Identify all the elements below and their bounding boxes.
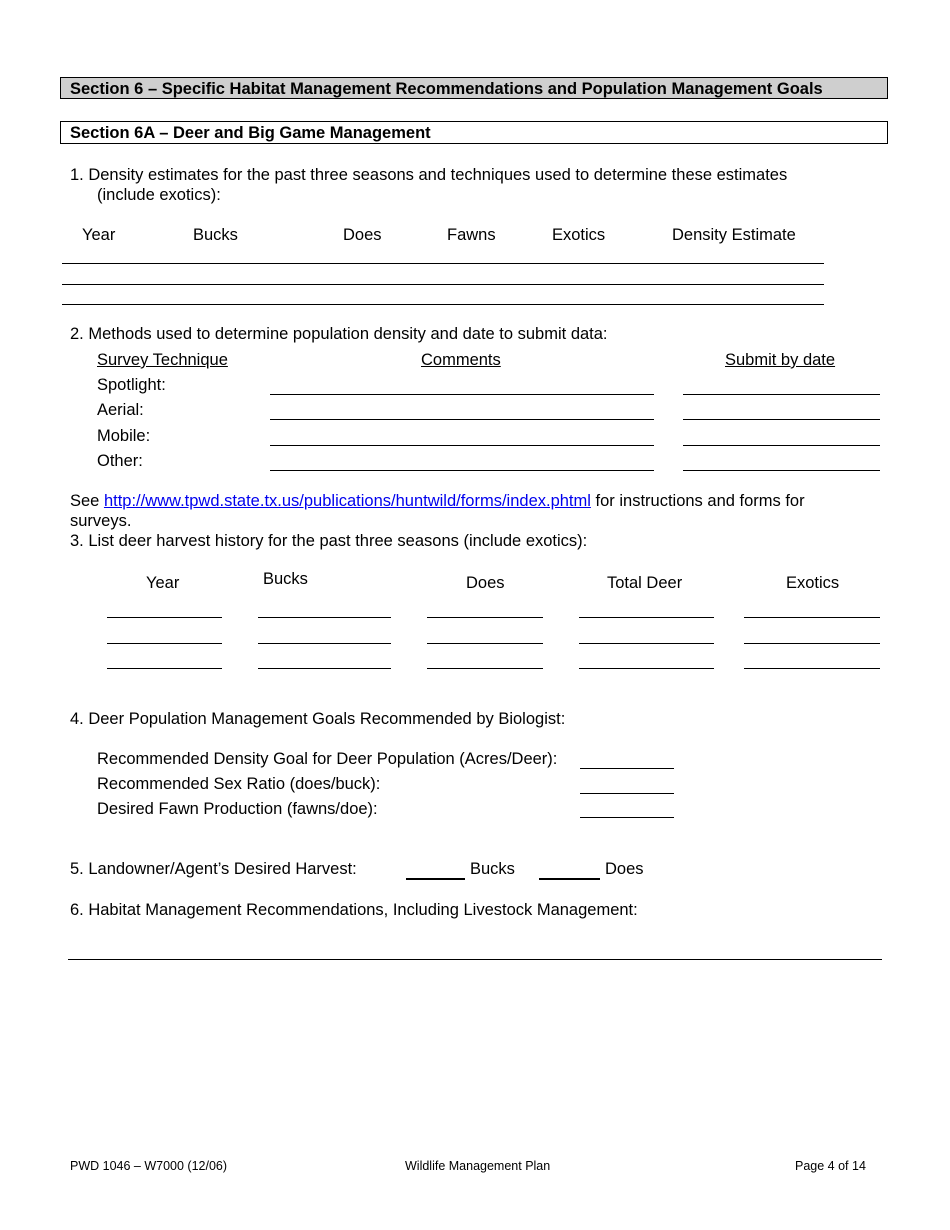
q2-row-spotlight: Spotlight: [97, 376, 166, 394]
q2-date-field[interactable] [683, 394, 880, 395]
q5-bucks-label: Bucks [470, 860, 515, 878]
q2-header-technique: Survey Technique [97, 351, 228, 369]
q3-field[interactable] [427, 668, 543, 669]
q3-field[interactable] [744, 643, 880, 644]
q2-row-other: Other: [97, 452, 143, 470]
footer-title: Wildlife Management Plan [405, 1159, 551, 1173]
q3-field[interactable] [579, 617, 714, 618]
q5-bucks-field[interactable] [406, 878, 465, 880]
q2-comment-field[interactable] [270, 470, 654, 471]
q4-text: 4. Deer Population Management Goals Recommended by Biologist: [70, 710, 566, 728]
q5-does-label: Does [605, 860, 644, 878]
q3-field[interactable] [258, 617, 391, 618]
q2-header-comments: Comments [421, 351, 501, 369]
q2-date-field[interactable] [683, 419, 880, 420]
q4-ratio-field[interactable] [580, 793, 674, 794]
q3-field[interactable] [744, 668, 880, 669]
section-6-title: Section 6 – Specific Habitat Management Recommendations and Population Management Goals [70, 80, 823, 98]
q3-col-total-deer: Total Deer [607, 574, 683, 592]
q3-field[interactable] [107, 643, 222, 644]
q3-field[interactable] [107, 617, 222, 618]
q1-col-exotics: Exotics [552, 226, 606, 244]
q2-date-field[interactable] [683, 470, 880, 471]
q4-fawn-field[interactable] [580, 817, 674, 818]
q5-does-field[interactable] [539, 878, 600, 880]
q3-field[interactable] [107, 668, 222, 669]
q2-date-field[interactable] [683, 445, 880, 446]
footer-form-number: PWD 1046 – W7000 (12/06) [70, 1159, 228, 1173]
q2-comment-field[interactable] [270, 445, 654, 446]
q1-row-line[interactable] [62, 284, 824, 285]
see-suffix: for instructions and forms for [590, 492, 805, 510]
q3-col-year: Year [146, 574, 180, 592]
footer-page-number: Page 4 of 14 [795, 1159, 866, 1173]
section-6-header [60, 77, 888, 99]
q1-text-cont: (include exotics): [97, 186, 221, 204]
q1-col-density: Density Estimate [672, 226, 796, 244]
q3-field[interactable] [744, 617, 880, 618]
q3-col-exotics: Exotics [786, 574, 840, 592]
q6-field[interactable] [68, 959, 882, 960]
section-6a-title: Section 6A – Deer and Big Game Management [70, 124, 431, 142]
q3-field[interactable] [258, 668, 391, 669]
q2-row-mobile: Mobile: [97, 427, 151, 445]
q2-header-submit: Submit by date [725, 351, 836, 369]
q3-field[interactable] [427, 617, 543, 618]
q3-field[interactable] [427, 643, 543, 644]
q1-col-does: Does [343, 226, 382, 244]
q3-col-bucks: Bucks [263, 570, 308, 588]
q6-text: 6. Habitat Management Recommendations, Including Livestock Management: [70, 901, 638, 919]
q3-text: 3. List deer harvest history for the past three seasons (include exotics): [70, 532, 588, 550]
q3-col-does: Does [466, 574, 505, 592]
q4-fawn-production: Desired Fawn Production (fawns/doe): [97, 800, 378, 818]
forms-link[interactable]: http://www.tpwd.state.tx.us/publications/huntwild/forms/index.phtml [103, 492, 591, 510]
q4-sex-ratio: Recommended Sex Ratio (does/buck): [97, 775, 381, 793]
see-instructions [70, 492, 805, 511]
q3-field[interactable] [579, 643, 714, 644]
q2-comment-field[interactable] [270, 419, 654, 420]
q1-row-line[interactable] [62, 304, 824, 305]
q1-col-fawns: Fawns [447, 226, 496, 244]
q4-density-field[interactable] [580, 768, 674, 769]
q1-col-year: Year [82, 226, 116, 244]
q2-text: 2. Methods used to determine population density and date to submit data: [70, 325, 608, 343]
q1-row-line[interactable] [62, 263, 824, 264]
q5-text: 5. Landowner/Agent’s Desired Harvest: [70, 860, 357, 878]
q4-density-goal: Recommended Density Goal for Deer Population (Acres/Deer): [97, 750, 558, 768]
see-line2: surveys. [70, 512, 132, 530]
q3-field[interactable] [579, 668, 714, 669]
see-prefix: See [70, 492, 104, 510]
q3-field[interactable] [258, 643, 391, 644]
section-6a-header [60, 121, 888, 144]
q1-col-bucks: Bucks [193, 226, 238, 244]
q2-comment-field[interactable] [270, 394, 654, 395]
q2-row-aerial: Aerial: [97, 401, 144, 419]
q1-text: 1. Density estimates for the past three seasons and techniques used to determine these estimates [70, 166, 788, 184]
